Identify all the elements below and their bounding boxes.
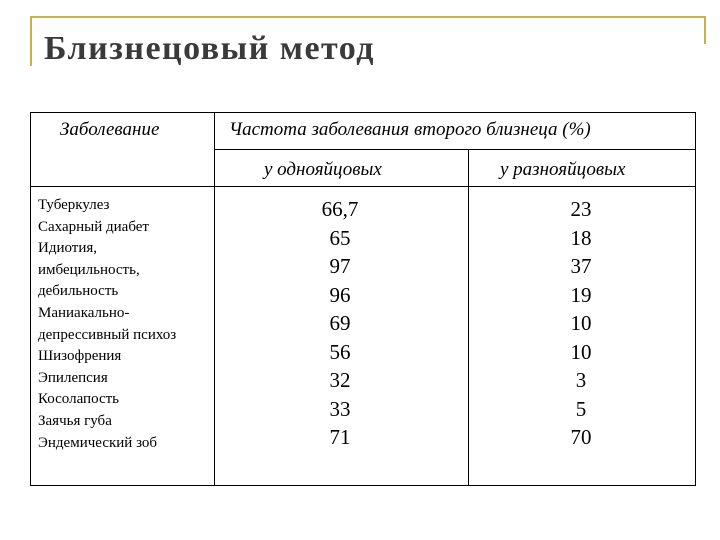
disease-item: депрессивный психоз (38, 326, 177, 343)
frame-left-line (30, 16, 32, 66)
disease-item: Заячья губа (38, 412, 112, 429)
dizygotic-values (531, 195, 631, 452)
mono-value: 97 (329, 254, 351, 278)
disease-item: Маниакально- (38, 304, 130, 321)
header-monozygotic: у однояйцовых (264, 159, 382, 180)
column-divider-sub (468, 149, 469, 485)
di-value: 10 (570, 339, 592, 364)
mono-value: 96 (329, 282, 351, 307)
disease-item: Сахарный диабет (38, 218, 149, 235)
di-value: 3 (575, 368, 587, 392)
header-dizygotic: у разнояйцовых (500, 159, 626, 180)
disease-item: Туберкулез (38, 197, 110, 213)
twin-method-table (30, 112, 696, 486)
di-value: 70 (570, 425, 592, 449)
disease-item: дебильность (38, 283, 119, 300)
di-value: 19 (570, 282, 592, 307)
monozygotic-values (290, 195, 390, 452)
frame-right-line (704, 16, 706, 44)
mono-value: 65 (329, 225, 351, 250)
disease-item: Шизофрения (38, 348, 122, 365)
disease-item: имбецильность, (38, 261, 140, 278)
mono-value: 69 (329, 311, 351, 335)
slide-title: Близнецовый метод (44, 30, 376, 67)
di-value: 10 (570, 311, 592, 335)
disease-item: Идиотия, (38, 240, 98, 257)
di-value: 5 (575, 396, 587, 421)
di-value: 37 (570, 254, 592, 278)
disease-list (38, 195, 176, 454)
di-value: 23 (570, 197, 592, 221)
header-divider-top (214, 149, 695, 150)
header-frequency: Частота заболевания второго близнеца (%) (229, 119, 591, 140)
mono-value: 33 (329, 396, 351, 421)
frame-top-line (30, 16, 706, 18)
header-divider-bottom (31, 186, 695, 187)
header-disease: Заболевание (60, 119, 160, 140)
disease-item: Эндемический зоб (38, 434, 158, 451)
column-divider-main (214, 113, 215, 485)
mono-value: 66,7 (321, 197, 359, 221)
mono-value: 71 (329, 425, 351, 449)
disease-item: Эпилепсия (38, 369, 108, 386)
mono-value: 32 (329, 368, 351, 392)
mono-value: 56 (329, 339, 351, 364)
di-value: 18 (570, 225, 592, 250)
disease-item: Косолапость (38, 391, 119, 408)
